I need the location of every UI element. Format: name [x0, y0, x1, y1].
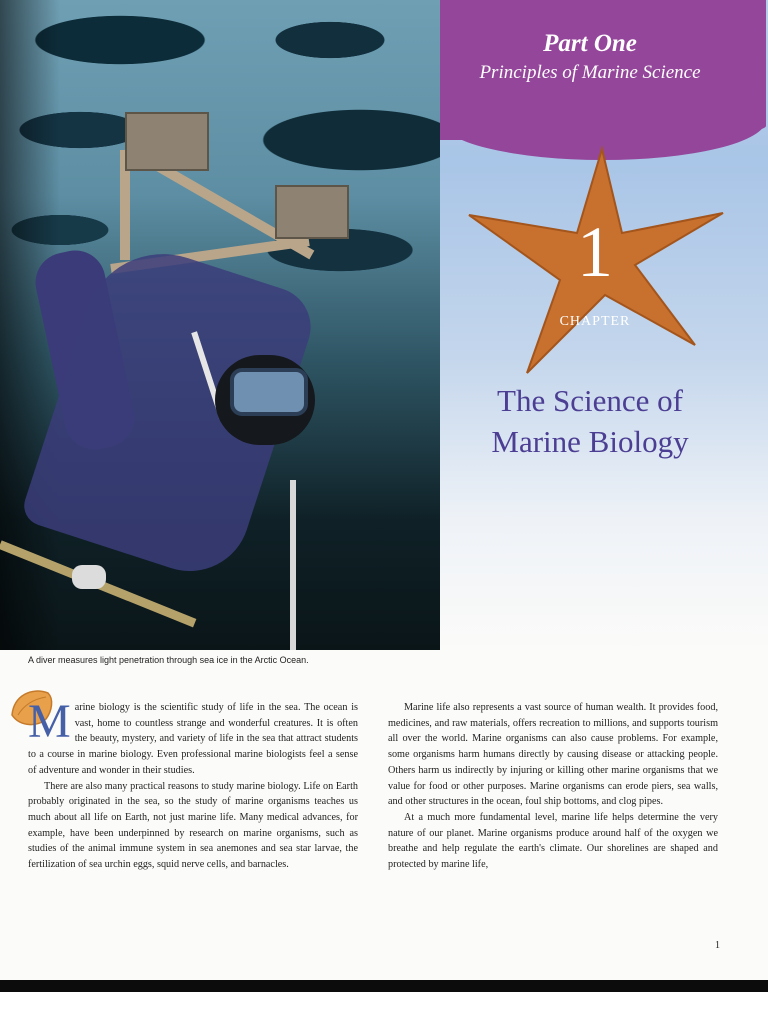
chapter-title-line: The Science of	[497, 383, 683, 418]
scan-edge	[0, 980, 768, 992]
paragraph: At a much more fundamental level, marine life helps determine the very nature of our planet. Marine organisms produce around half of the oxygen we breathe and help regulate the earth's climate. Our shorelines are shaped and protected by marine life,	[388, 811, 718, 871]
chapter-title-line: Marine Biology	[491, 424, 689, 459]
part-heading: Part One	[543, 30, 637, 57]
paragraph: Marine life also represents a vast source of human wealth. It provides food, medicines, and raw materials, offers recreation to millions, and supports tourism all over the world. Marine organisms can also cause problems. For example, some organisms harm humans directly by causing disease or attacking people. Others harm us indirectly by injuring or killing other marine organisms that we value for food or other purposes. Marine organisms can erode piers, sea walls, and other structures in the ocean, foul ship bottoms, and clog pipes.	[388, 702, 718, 808]
air-hose	[290, 480, 296, 650]
paragraph: There are also many practical reasons to study marine biology. Life on Earth probably originated in the sea, so the study of marine organisms teaches us much about all life on Earth, not just marine life. Many medical advances, for example, have been underpinned by research on marine organisms, such as studies of the animal immune system in sea anemones and sea star larvae, the fertilization of sea urchin eggs, squid nerve cells, and barnacles.	[28, 780, 358, 871]
paragraph	[28, 695, 358, 779]
diver-glove	[72, 565, 106, 589]
chapter-number: 1	[577, 212, 613, 292]
page-number: 1	[715, 940, 720, 951]
chapter-title	[440, 380, 740, 462]
text-column-right	[388, 700, 718, 873]
text-column-left	[28, 695, 358, 873]
chapter-label: CHAPTER	[559, 314, 631, 329]
dive-mask	[230, 368, 308, 416]
photo-caption: A diver measures light penetration through sea ice in the Arctic Ocean.	[28, 655, 309, 665]
light-sensor-box	[125, 112, 209, 171]
scan-margin	[0, 992, 768, 1024]
diver-photo	[0, 0, 440, 650]
part-subtitle: Principles of Marine Science	[479, 62, 701, 83]
light-sensor-box	[275, 185, 349, 239]
paragraph-text: arine biology is the scientific study of life in the sea. The ocean is vast, home to countless strange and wonderful creatures. It is often the beauty, mystery, and variety of life in the sea that attract students to a course in marine biology. Even professional marine biologists feel a sense of adventure and wonder in their studies.	[28, 702, 358, 776]
drop-cap: M	[28, 695, 71, 748]
